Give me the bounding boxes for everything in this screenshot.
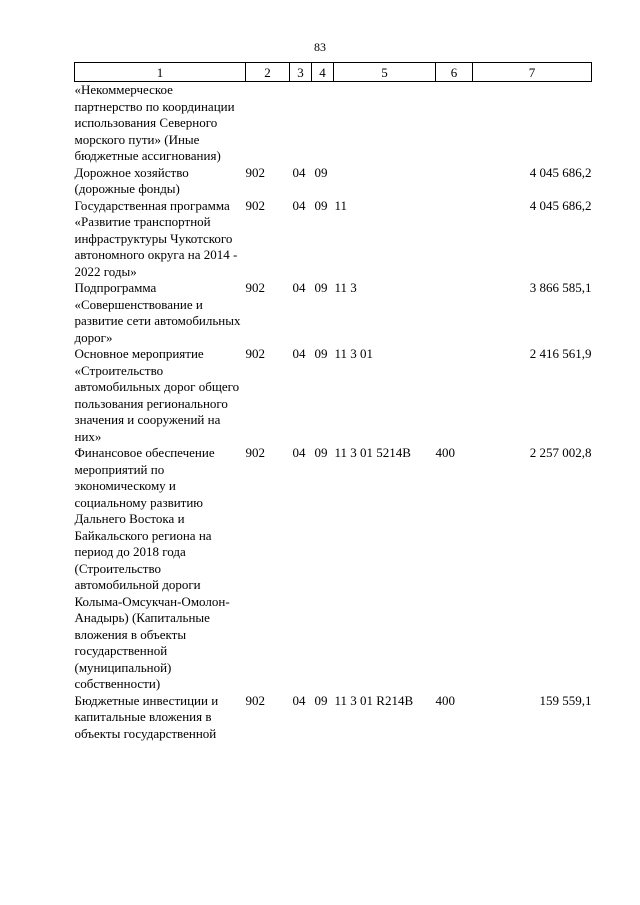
- row-expense-type: 400: [435, 445, 455, 460]
- row-expense-type: [436, 346, 473, 445]
- row-amount: [473, 82, 592, 165]
- page-number: 83: [314, 40, 326, 54]
- row-amount: 4 045 686,2: [529, 197, 592, 213]
- row-section: 04: [292, 445, 306, 460]
- row-expense-type: [436, 198, 473, 281]
- row-amount: 159 559,1: [539, 692, 592, 708]
- row-name: Основное мероприятие «Строительство автомобильных дорог общего пользования регионального значения и сооружений на них»: [74, 346, 240, 444]
- row-ministry-code: 902: [245, 197, 265, 213]
- row-section: 04: [292, 197, 306, 213]
- row-ministry-code: 902: [245, 692, 265, 708]
- row-expense-type: 400: [435, 692, 455, 708]
- row-ministry-code: 902: [245, 164, 265, 180]
- row-ministry-code: [246, 82, 290, 165]
- row-name: Бюджетные инвестиции и капитальные вложения в объекты государственной: [74, 692, 219, 741]
- table-row: [75, 198, 592, 281]
- column-number-header-row: [75, 63, 592, 82]
- row-subsection: 09: [314, 346, 328, 361]
- column-number-6: 6: [436, 63, 473, 82]
- table-row: [75, 445, 592, 693]
- row-subsection: 09: [314, 197, 328, 213]
- row-target-article: [334, 82, 436, 165]
- row-target-article: 11 3 01: [334, 346, 374, 361]
- row-amount: 3 866 585,1: [529, 280, 592, 295]
- row-subsection: 09: [314, 445, 328, 460]
- row-subsection: 09: [314, 692, 328, 708]
- budget-table: [74, 62, 592, 742]
- row-amount: 2 416 561,9: [529, 346, 592, 361]
- row-expense-type: [436, 280, 473, 346]
- row-name: Дорожное хозяйство (дорожные фонды): [74, 164, 189, 196]
- row-section: 04: [292, 280, 306, 295]
- column-number-7: 7: [473, 63, 592, 82]
- column-number-3: 3: [290, 63, 312, 82]
- row-subsection: 09: [314, 280, 328, 295]
- row-name: Государственная программа «Развитие транспортной инфраструктуры Чукотского автономного округа на 2014 - 2022 годы»: [74, 197, 238, 279]
- column-number-4: 4: [312, 63, 334, 82]
- row-target-article: 11 3: [334, 280, 357, 295]
- row-name: «Некоммерческое партнерство по координации использования Северного морского пути» (Иные бюджетные ассигнования): [74, 82, 235, 163]
- row-section: 04: [292, 164, 306, 180]
- row-section: 04: [292, 692, 306, 708]
- row-ministry-code: 902: [245, 445, 265, 460]
- column-number-5: 5: [334, 63, 436, 82]
- table-row: [75, 82, 592, 165]
- row-section: 04: [292, 346, 306, 361]
- row-amount: 4 045 686,2: [529, 164, 592, 180]
- row-name: Финансовое обеспечение мероприятий по экономическому и социальному развитию Дальнего Востока и Байкальского региона на период до 2018 года (Строительство автомобильной дороги Колыма-Омсукчан-Омолон-Анадырь) (Капитальные вложения в объекты государственной (муниципальной) собственности): [74, 445, 230, 691]
- row-target-article: [334, 165, 436, 198]
- row-subsection: 09: [314, 164, 328, 180]
- row-expense-type: [436, 165, 473, 198]
- row-target-article: 11 3 01 5214В: [334, 445, 411, 460]
- table-row: [75, 693, 592, 743]
- row-name: Подпрограмма «Совершенствование и развитие сети автомобильных дорог»: [74, 280, 241, 345]
- row-expense-type: [436, 82, 473, 165]
- row-section: [290, 82, 312, 165]
- row-ministry-code: 902: [245, 280, 265, 295]
- row-target-article: 11: [334, 197, 348, 213]
- table-row: [75, 280, 592, 346]
- row-ministry-code: 902: [245, 346, 265, 361]
- column-number-1: 1: [75, 63, 246, 82]
- column-number-2: 2: [246, 63, 290, 82]
- table-row: [75, 346, 592, 445]
- row-target-article: 11 3 01 R214В: [334, 692, 414, 708]
- row-subsection: [312, 82, 334, 165]
- row-amount: 2 257 002,8: [529, 445, 592, 460]
- table-row: [75, 165, 592, 198]
